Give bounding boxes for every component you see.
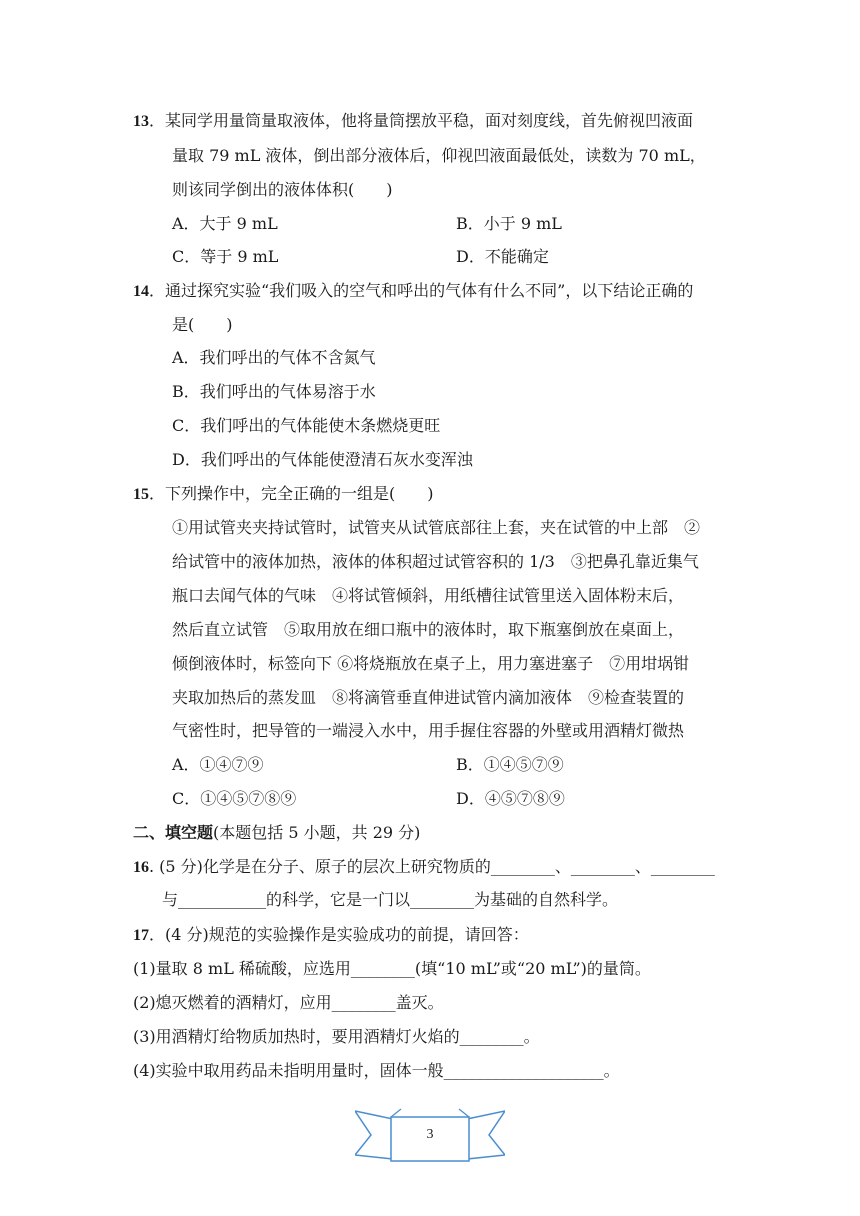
question-15-stem: ．下列操作中，完全正确的一组是( ) (149, 484, 434, 503)
question-17-item-3: (3)用酒精灯给物质加热时，要用酒精灯火焰的________。 (133, 1027, 540, 1046)
question-17-stem: ．(4 分)规范的实验操作是实验成功的前提，请回答： (149, 925, 529, 944)
question-14-option-b: B．我们呼出的气体易溶于水 (172, 382, 376, 401)
question-13-option-d: D．不能确定 (456, 247, 549, 266)
section-2-title: 二、填空题 (133, 823, 214, 842)
section-2-heading (133, 823, 420, 843)
question-15-body-line: 给试管中的液体加热，液体的体积超过试管容积的 1/3 ③把鼻孔靠近集气 (172, 552, 699, 571)
question-15-option-a: A．①④⑦⑨ (172, 755, 264, 774)
question-13-line-3: 则该同学倒出的液体体积( ) (172, 180, 393, 199)
question-14-option-d: D．我们呼出的气体能使澄清石灰水变浑浊 (172, 450, 473, 469)
question-15-body-line: ①用试管夹夹持试管时，试管夹从试管底部往上套，夹在试管的中上部 ② (172, 518, 701, 537)
question-14-stem: ．通过探究实验“我们吸入的空气和呼出的气体有什么不同”，以下结论正确的 (149, 281, 694, 300)
question-14-number: 14 (133, 283, 149, 300)
question-17-item-1: (1)量取 8 mL 稀硫酸，应选用________(填“10 mL”或“20 mL”)的量筒。 (133, 959, 651, 978)
page-number-ribbon (355, 1105, 505, 1165)
question-17-item-2: (2)熄灭燃着的酒精灯，应用________盖灭。 (133, 993, 444, 1012)
question-13-line-1 (133, 111, 693, 132)
question-15-body-line: 瓶口去闻气体的气味 ④将试管倾斜，用纸槽往试管里送入固体粉末后， (172, 586, 685, 605)
section-2-note: (本题包括 5 小题，共 29 分) (213, 823, 421, 842)
question-13-number: 13 (133, 113, 149, 130)
question-16-line-2: 与___________的科学，它是一门以________为基础的自然科学。 (162, 890, 619, 909)
question-14-option-c: C．我们呼出的气体能使木条燃烧更旺 (172, 416, 441, 435)
question-13-option-c: C．等于 9 mL (172, 247, 279, 266)
question-16-number: 16 (133, 859, 149, 876)
question-17-item-4: (4)实验中取用药品未指明用量时，固体一般____________________。 (133, 1061, 620, 1080)
question-15-body-line: 夹取加热后的蒸发皿 ⑧将滴管垂直伸进试管内滴加液体 ⑨检查装置的 (172, 688, 685, 707)
question-15-body-line: 气密性时，把导管的一端浸入水中，用手握住容器的外壁或用酒精灯微热 (172, 721, 685, 740)
question-15-option-d: D．④⑤⑦⑧⑨ (456, 789, 565, 808)
question-13-line-2: 量取 79 mL 液体，倒出部分液体后，仰视凹液面最低处，读数为 70 mL， (172, 146, 706, 165)
question-15-number: 15 (133, 486, 149, 503)
question-15-option-c: C．①④⑤⑦⑧⑨ (172, 789, 297, 808)
question-13-stem: ．某同学用量筒量取液体，他将量筒摆放平稳，面对刻度线，首先俯视凹液面 (149, 111, 694, 130)
question-16-stem: . (5 分)化学是在分子、原子的层次上研究物质的________、________、________ (149, 857, 715, 876)
question-15-body-line: 然后直立试管 ⑤取用放在细口瓶中的液体时，取下瓶塞倒放在桌面上， (172, 620, 685, 639)
question-14-line-1 (133, 281, 693, 302)
question-15-line-1 (133, 484, 434, 505)
question-14-line-2: 是( ) (172, 315, 233, 334)
question-14-option-a: A．我们呼出的气体不含氮气 (172, 348, 376, 367)
question-13-option-b: B．小于 9 mL (456, 214, 562, 233)
question-15-body-line: 倾倒液体时，标签向下 ⑥将烧瓶放在桌子上，用力塞进塞子 ⑦用坩埚钳 (172, 654, 690, 673)
page-number: 3 (426, 1127, 434, 1142)
question-17-line-1 (133, 925, 529, 946)
question-13-option-a: A．大于 9 mL (172, 214, 278, 233)
question-16-line-1 (133, 857, 715, 878)
question-17-number: 17 (133, 927, 149, 944)
question-15-option-b: B．①④⑤⑦⑨ (456, 755, 564, 774)
